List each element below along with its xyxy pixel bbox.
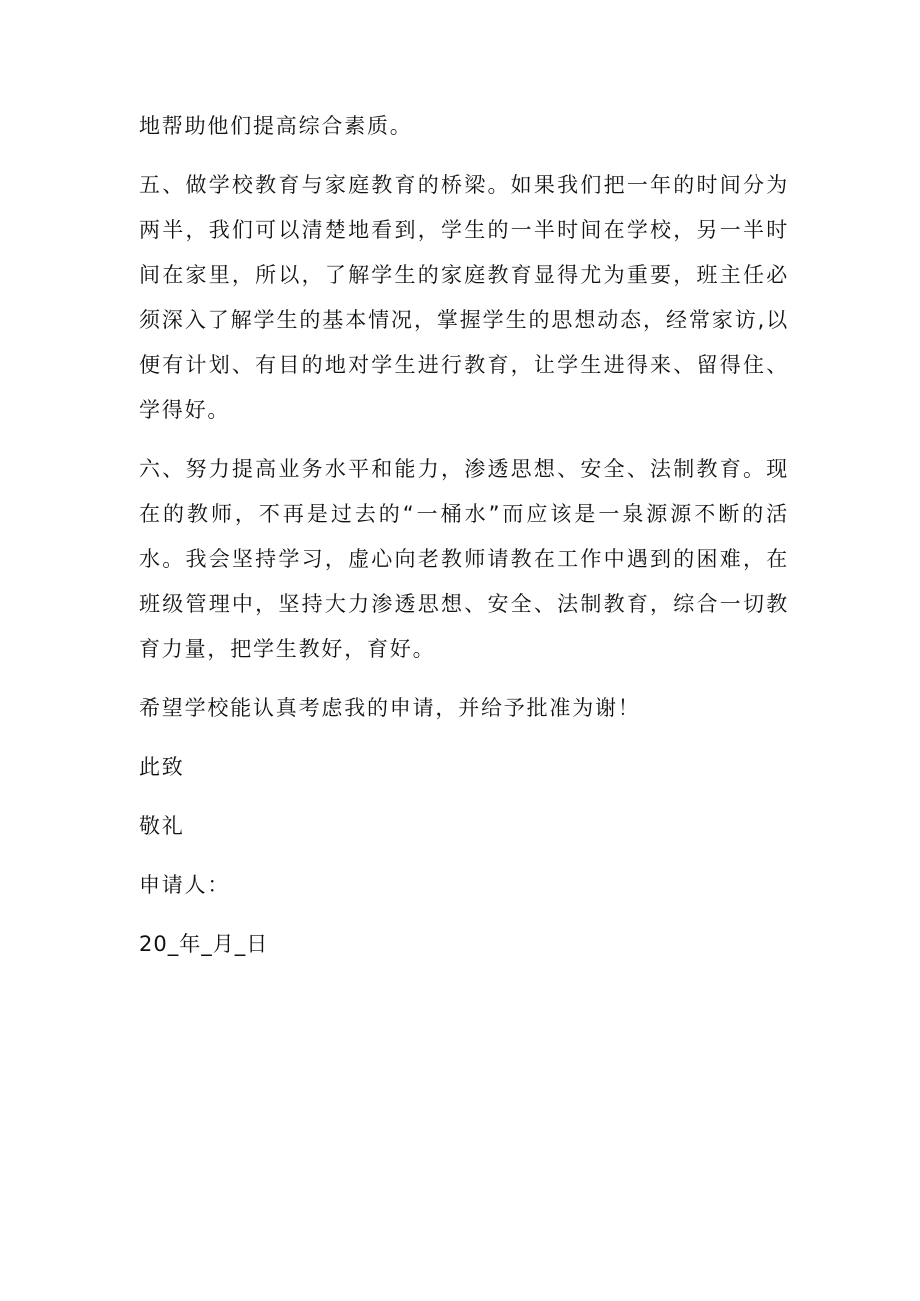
paragraph-point-six: 六、努力提高业务水平和能力，渗透思想、安全、法制教育。现在的教师，不再是过去的“一桶水”而应该是一泉源源不断的活水。我会坚持学习，虚心向老教师请教在工作中遇到的困难，在班级管理中，坚持大力渗透思想、安全、法制教育，综合一切教育力量，把学生教好，育好。: [139, 457, 789, 661]
paragraph-continuation: 地帮助他们提高综合素质。: [139, 114, 413, 138]
date-line: 20_年_月_日: [139, 932, 269, 956]
document-body: [139, 104, 789, 988]
paragraph-request: 希望学校能认真考虑我的申请，并给予批准为谢！: [139, 696, 641, 720]
paragraph-point-five: 五、做学校教育与家庭教育的桥梁。如果我们把一年的时间分为两半，我们可以清楚地看到，学生的一半时间在学校，另一半时间在家里，所以，了解学生的家庭教育显得尤为重要，班主任必须深入了解学生的基本情况，掌握学生的思想动态，经常家访,以便有计划、有目的地对学生进行教育，让学生进得来、留得住、学得好。: [139, 173, 789, 422]
closing-regards: 敬礼: [139, 814, 185, 838]
applicant-label: 申请人：: [139, 873, 231, 897]
closing-salutation: 此致: [139, 755, 185, 779]
